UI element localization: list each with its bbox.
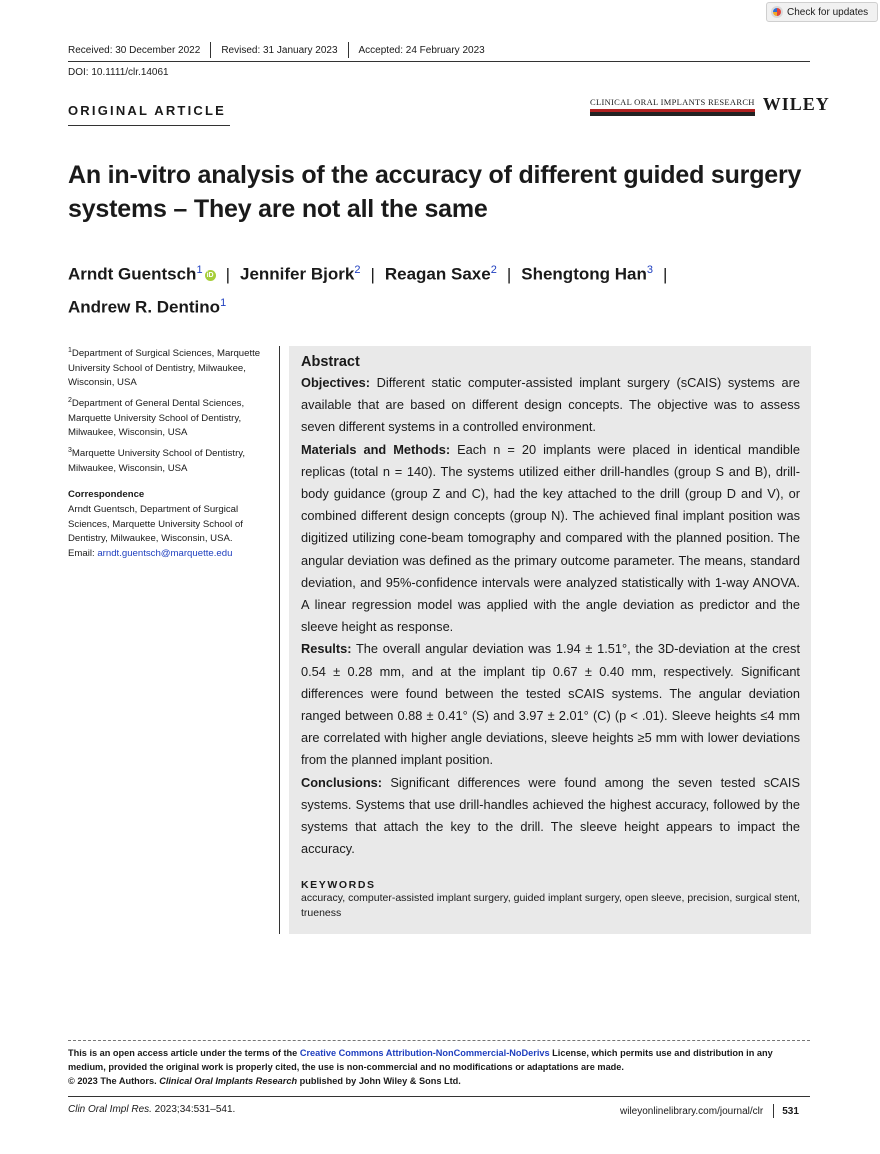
abstract-results	[301, 638, 800, 771]
section-label: Objectives:	[301, 375, 370, 390]
doi: DOI: 10.1111/clr.14061	[68, 67, 169, 78]
author-separator: |	[370, 264, 375, 284]
footnote-divider	[68, 1040, 810, 1041]
correspondence-heading: Correspondence	[68, 489, 145, 501]
revised-date: Revised: 31 January 2023	[221, 44, 338, 56]
affiliation-ref[interactable]: 1	[220, 296, 227, 309]
article-dates	[68, 42, 485, 58]
author-name[interactable]: Reagan Saxe	[384, 264, 491, 284]
author-name[interactable]: Jennifer Bjork	[240, 264, 355, 284]
author-name[interactable]: Arndt Guentsch	[68, 264, 197, 284]
affiliation	[68, 444, 273, 476]
correspondence-email	[68, 547, 273, 562]
author-separator: |	[506, 264, 512, 284]
affiliation	[68, 394, 273, 441]
section-text: Significant differences were found among the seven tested sCAIS systems. Systems that use drill-handles achieved the highest accuracy, followed by the systems that attach the key to the drill. The sleeve height appears to impact the accuracy.	[301, 774, 800, 857]
affiliation-number: 1	[68, 347, 72, 354]
section-label: Conclusions:	[301, 774, 383, 790]
article-type: ORIGINAL ARTICLE	[68, 103, 226, 118]
author-name[interactable]: Shengtong Han	[521, 264, 647, 284]
affiliation-ref[interactable]: 2	[490, 264, 497, 276]
article-type-rule	[68, 125, 230, 126]
header-rule	[68, 61, 810, 62]
abstract-objectives	[301, 372, 800, 439]
footer-right	[620, 1104, 799, 1118]
abstract-methods	[301, 439, 800, 639]
section-text: Each n = 20 implants were placed in identical mandible replicas (total n = 140). The systems utilized either drill-handles (group S and B), drill-body guidance (group Z and C), had the key attached to the drill (group D and V), or combined different design concepts (group N). The achieved final implant position was digitized utilizing cone-beam tomography and compared with the planned position. The angular deviation was defined as the primary outcome parameter. The means, standard deviation, and 95%-confidence intervals were analyzed statistically with 1-way ANOVA. A linear regression model was applied with the angle deviation as predictor and the sleeve height as response.	[301, 441, 800, 635]
affiliation-text: Marquette University School of Dentistry, Milwaukee, Wisconsin, USA	[68, 448, 246, 474]
affiliation-text: Department of General Dental Sciences, Marquette University School of Dentistry, Milwaukee, Wisconsin, USA	[68, 398, 245, 439]
copyright-text: © 2023 The Authors.	[68, 1076, 160, 1086]
affiliation-ref[interactable]: 2	[354, 264, 361, 276]
section-label: Materials and Methods:	[301, 441, 451, 457]
affiliation-ref[interactable]: 1	[196, 264, 203, 276]
journal-branding	[590, 94, 830, 115]
footer-rule	[68, 1096, 810, 1097]
section-text: The overall angular deviation was 1.94 ± 1.51°, the 3D-deviation at the crest 0.54 ± 0.28 mm, and at the implant tip 0.67 ± 0.40 mm, respectively. Significant differences were found between the tested sCAIS systems. The angular deviation ranged between 0.88 ± 0.41° (S) and 3.97 ± 2.01° (C) (p < .01). Sleeve heights ≤4 mm are correlated with higher angle deviations, sleeve heights ≥5 mm with lower deviations from the planned implant position.	[301, 641, 800, 768]
abstract-conclusions	[301, 772, 800, 861]
author-name[interactable]: Andrew R. Dentino	[68, 297, 221, 317]
affiliations-column	[68, 344, 273, 561]
check-for-updates-label: Check for updates	[787, 6, 869, 18]
license-text: License, which permits use and distribution in any medium, provided the original work is properly cited, the use is non-commercial and no modifications or adaptations are made.	[68, 1048, 773, 1072]
license-link[interactable]: Creative Commons Attribution-NonCommercial-NoDerivs	[299, 1048, 550, 1058]
affiliation-number: 2	[68, 396, 72, 404]
section-label: Results:	[301, 641, 352, 657]
journal-site-link[interactable]: wileyonlinelibrary.com/journal/clr	[620, 1105, 764, 1117]
crossmark-icon	[771, 6, 783, 18]
copyright-text: published by John Wiley & Sons Ltd.	[297, 1076, 461, 1086]
accepted-date: Accepted: 24 February 2023	[358, 44, 485, 56]
license-note	[68, 1046, 810, 1088]
publisher-logo: WILEY	[762, 94, 830, 114]
orcid-icon[interactable]: iD	[206, 271, 214, 279]
citation	[68, 1104, 235, 1115]
article-title: An in-vitro analysis of the accuracy of different guided surgery systems – They are not all the same	[68, 161, 802, 223]
abstract-box	[289, 346, 811, 934]
citation-volume: 2023;34:531–541.	[151, 1104, 236, 1115]
license-text: This is an open access article under the terms of the	[68, 1048, 300, 1058]
journal-name: CLINICAL ORAL IMPLANTS RESEARCH	[590, 97, 755, 112]
email-label: Email:	[68, 547, 98, 559]
abstract-heading: Abstract	[301, 354, 360, 370]
email-link[interactable]: arndt.guentsch@marquette.edu	[97, 547, 233, 559]
correspondence-text: Arndt Guentsch, Department of Surgical Sciences, Marquette University School of Dentistry, Milwaukee, Wisconsin, USA.	[68, 503, 243, 545]
copyright-journal: Clinical Oral Implants Research	[159, 1076, 298, 1086]
check-for-updates-button[interactable]	[766, 2, 878, 22]
affiliation-text: Department of Surgical Sciences, Marquette University School of Dentistry, Milwaukee, Wisconsin, USA	[68, 348, 261, 389]
divider	[773, 1104, 774, 1118]
citation-journal: Clin Oral Impl Res.	[68, 1104, 152, 1115]
affiliation-ref[interactable]: 3	[646, 264, 653, 276]
keywords-heading: KEYWORDS	[301, 879, 376, 892]
page-number: 531	[782, 1105, 799, 1117]
author-list	[68, 256, 788, 321]
column-divider	[279, 346, 280, 934]
divider	[348, 42, 349, 58]
author-separator: |	[225, 264, 230, 284]
affiliation-number: 3	[68, 446, 72, 454]
divider	[210, 42, 211, 58]
author-separator: |	[662, 264, 668, 284]
keywords-list: accuracy, computer-assisted implant surgery, guided implant surgery, open sleeve, precision, surgical stent, trueness	[301, 892, 800, 919]
affiliation	[68, 344, 273, 391]
section-text: Different static computer-assisted implant surgery (sCAIS) systems are available that are based on different design concepts. The objective was to assess seven different systems in a controlled environment.	[301, 375, 800, 435]
received-date: Received: 30 December 2022	[68, 44, 201, 56]
